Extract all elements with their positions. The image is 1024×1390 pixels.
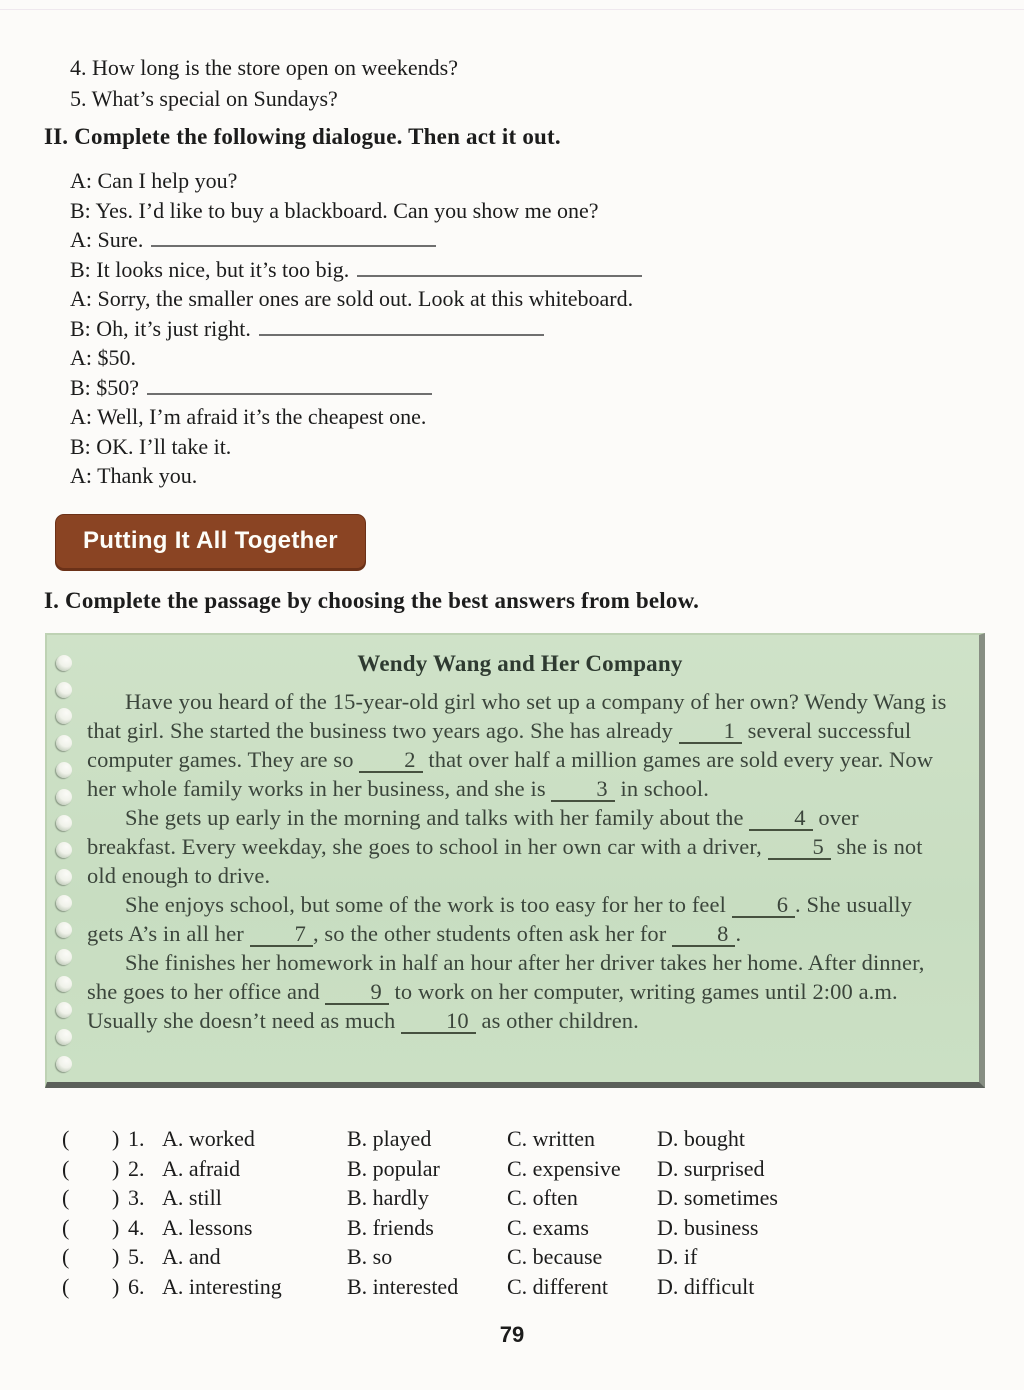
answer-paren-close: ): [112, 1155, 120, 1181]
dialogue-line: A: $50.: [70, 345, 136, 370]
choice-option-d: D. if: [657, 1244, 698, 1269]
scan-artifact-line: [0, 9, 1024, 10]
binder-hole-icon: [56, 869, 72, 885]
passage-paragraph: She enjoys school, but some of the work is too easy for her to feel 6 . She usually gets A’s in all her 7 , so the other students often ask her for 8 .: [87, 892, 912, 946]
choice-row: [62, 1213, 778, 1243]
choice-option-a: A. still: [162, 1185, 222, 1210]
choice-option-d: D. sometimes: [657, 1185, 778, 1210]
answer-paren-open: (: [62, 1155, 70, 1181]
passage-notebook-panel: [45, 633, 985, 1088]
choice-number: 4.: [128, 1214, 145, 1240]
answer-blank: [357, 257, 642, 277]
passage-title: Wendy Wang and Her Company: [357, 651, 683, 676]
binder-hole-icon: [56, 895, 72, 911]
page-number: 79: [499, 1322, 525, 1347]
dialogue-line: B: Yes. I’d like to buy a blackboard. Can you show me one?: [70, 197, 599, 223]
numbered-blank: 8: [672, 923, 735, 947]
choice-option-b: B. hardly: [347, 1185, 429, 1210]
binder-hole-icon: [56, 789, 72, 805]
numbered-blank: 4: [749, 807, 812, 831]
choice-number: 6.: [128, 1273, 145, 1299]
choice-option-c: C. different: [507, 1273, 609, 1299]
choice-option-a: A. and: [162, 1244, 221, 1269]
numbered-blank: 7: [250, 923, 313, 947]
numbered-blank: 10: [401, 1010, 476, 1034]
dialogue-line: B: It looks nice, but it’s too big.: [70, 255, 970, 285]
binder-hole-icon: [56, 1029, 72, 1045]
choice-option-a: A. afraid: [162, 1155, 241, 1181]
choice-number: 1.: [128, 1126, 145, 1151]
binder-hole-icon: [56, 949, 72, 965]
answer-paren-open: (: [62, 1126, 70, 1151]
choice-option-b: B. so: [347, 1244, 393, 1269]
choice-option-a: A. interesting: [162, 1273, 282, 1299]
binder-hole-icon: [56, 922, 72, 938]
section-heading-passage: I. Complete the passage by choosing the best answers from below.: [44, 588, 700, 613]
answer-blank: [147, 375, 432, 395]
binder-hole-icon: [56, 815, 72, 831]
multiple-choice-block: [62, 1124, 778, 1301]
passage-paragraph: She gets up early in the morning and talks with her family about the 4 over breakfast. Every weekday, she goes to school in her own car with a driver, 5 she is not old enough to drive.: [87, 805, 923, 888]
dialogue-line: B: OK. I’ll take it.: [70, 433, 232, 459]
binder-hole-icon: [56, 708, 72, 724]
numbered-blank: 1: [679, 720, 742, 744]
choice-row: [62, 1124, 778, 1154]
answer-paren-close: ): [112, 1214, 120, 1240]
answer-paren-open: (: [62, 1214, 70, 1240]
question-5: 5. What’s special on Sundays?: [70, 86, 338, 111]
choice-option-c: C. expensive: [507, 1155, 621, 1181]
section-badge: [55, 514, 366, 569]
answer-blank: [259, 316, 544, 336]
choice-option-b: B. friends: [347, 1214, 434, 1240]
choice-option-a: A. lessons: [162, 1214, 253, 1240]
passage-text: [87, 649, 953, 1035]
choice-option-b: B. popular: [347, 1155, 440, 1181]
binder-hole-icon: [56, 682, 72, 698]
binder-hole-icon: [56, 1056, 72, 1072]
choice-option-c: C. because: [507, 1244, 603, 1269]
choice-option-a: A. worked: [162, 1126, 255, 1151]
answer-paren-close: ): [112, 1273, 120, 1299]
choice-row: [62, 1183, 778, 1213]
binder-hole-icon: [56, 842, 72, 858]
choice-option-c: C. exams: [507, 1214, 589, 1240]
choice-number: 2.: [128, 1155, 145, 1181]
answer-blank: [151, 227, 436, 247]
numbered-blank: 5: [768, 836, 831, 860]
choice-option-d: D. difficult: [657, 1273, 755, 1299]
binder-hole-icon: [56, 655, 72, 671]
choice-option-c: C. often: [507, 1185, 578, 1210]
dialogue-line: A: Sorry, the smaller ones are sold out. Look at this whiteboard.: [70, 286, 634, 311]
passage-paragraph: She finishes her homework in half an hour after her driver takes her home. After dinner, she goes to her office and 9 to work on her computer, writing games until 2:00 a.m. Usually she doesn’t need as much 10 as other children.: [87, 950, 925, 1033]
binder-hole-icon: [56, 976, 72, 992]
choice-number: 3.: [128, 1185, 145, 1210]
answer-paren-close: ): [112, 1185, 120, 1210]
choice-row: [62, 1154, 778, 1184]
badge-label: Putting It All Together: [83, 527, 338, 554]
choice-option-b: B. interested: [347, 1273, 459, 1299]
dialogue-line: A: Well, I’m afraid it’s the cheapest one.: [70, 404, 427, 429]
passage-paragraph: Have you heard of the 15-year-old girl who set up a company of her own? Wendy Wang is that girl. She started the business two years ago. She has already 1 several successful computer games. They are so 2 that over half a million games are sold every year. Now her whole family works in her business, and she is 3 in school.: [87, 689, 947, 801]
numbered-blank: 3: [551, 778, 614, 802]
choice-row: [62, 1272, 778, 1302]
dialogue-line: A: Sure.: [70, 225, 970, 255]
choice-option-c: C. written: [507, 1126, 595, 1151]
section-heading-dialogue: II. Complete the following dialogue. Then act it out.: [44, 124, 561, 149]
dialogue-line: A: Thank you.: [70, 463, 198, 488]
choice-number: 5.: [128, 1244, 145, 1269]
choice-row: [62, 1242, 778, 1272]
binder-hole-icon: [56, 1002, 72, 1018]
numbered-blank: 9: [325, 981, 388, 1005]
dialogue-block: [70, 166, 970, 491]
dialogue-line: B: Oh, it’s just right.: [70, 314, 970, 344]
question-list: [70, 52, 458, 114]
answer-paren-open: (: [62, 1244, 70, 1269]
choice-option-d: D. surprised: [657, 1155, 765, 1181]
numbered-blank: 6: [732, 894, 795, 918]
choice-option-d: D. bought: [657, 1126, 745, 1151]
answer-paren-open: (: [62, 1273, 70, 1299]
dialogue-line: B: $50?: [70, 373, 970, 403]
numbered-blank: 2: [359, 749, 422, 773]
choice-option-b: B. played: [347, 1126, 432, 1151]
choice-option-d: D. business: [657, 1214, 759, 1240]
answer-paren-close: ): [112, 1126, 120, 1151]
binder-holes-column: [56, 655, 72, 1072]
binder-hole-icon: [56, 762, 72, 778]
dialogue-line: A: Can I help you?: [70, 168, 238, 193]
answer-paren-open: (: [62, 1185, 70, 1210]
question-4: 4. How long is the store open on weekends?: [70, 55, 458, 80]
answer-paren-close: ): [112, 1244, 120, 1269]
binder-hole-icon: [56, 735, 72, 751]
